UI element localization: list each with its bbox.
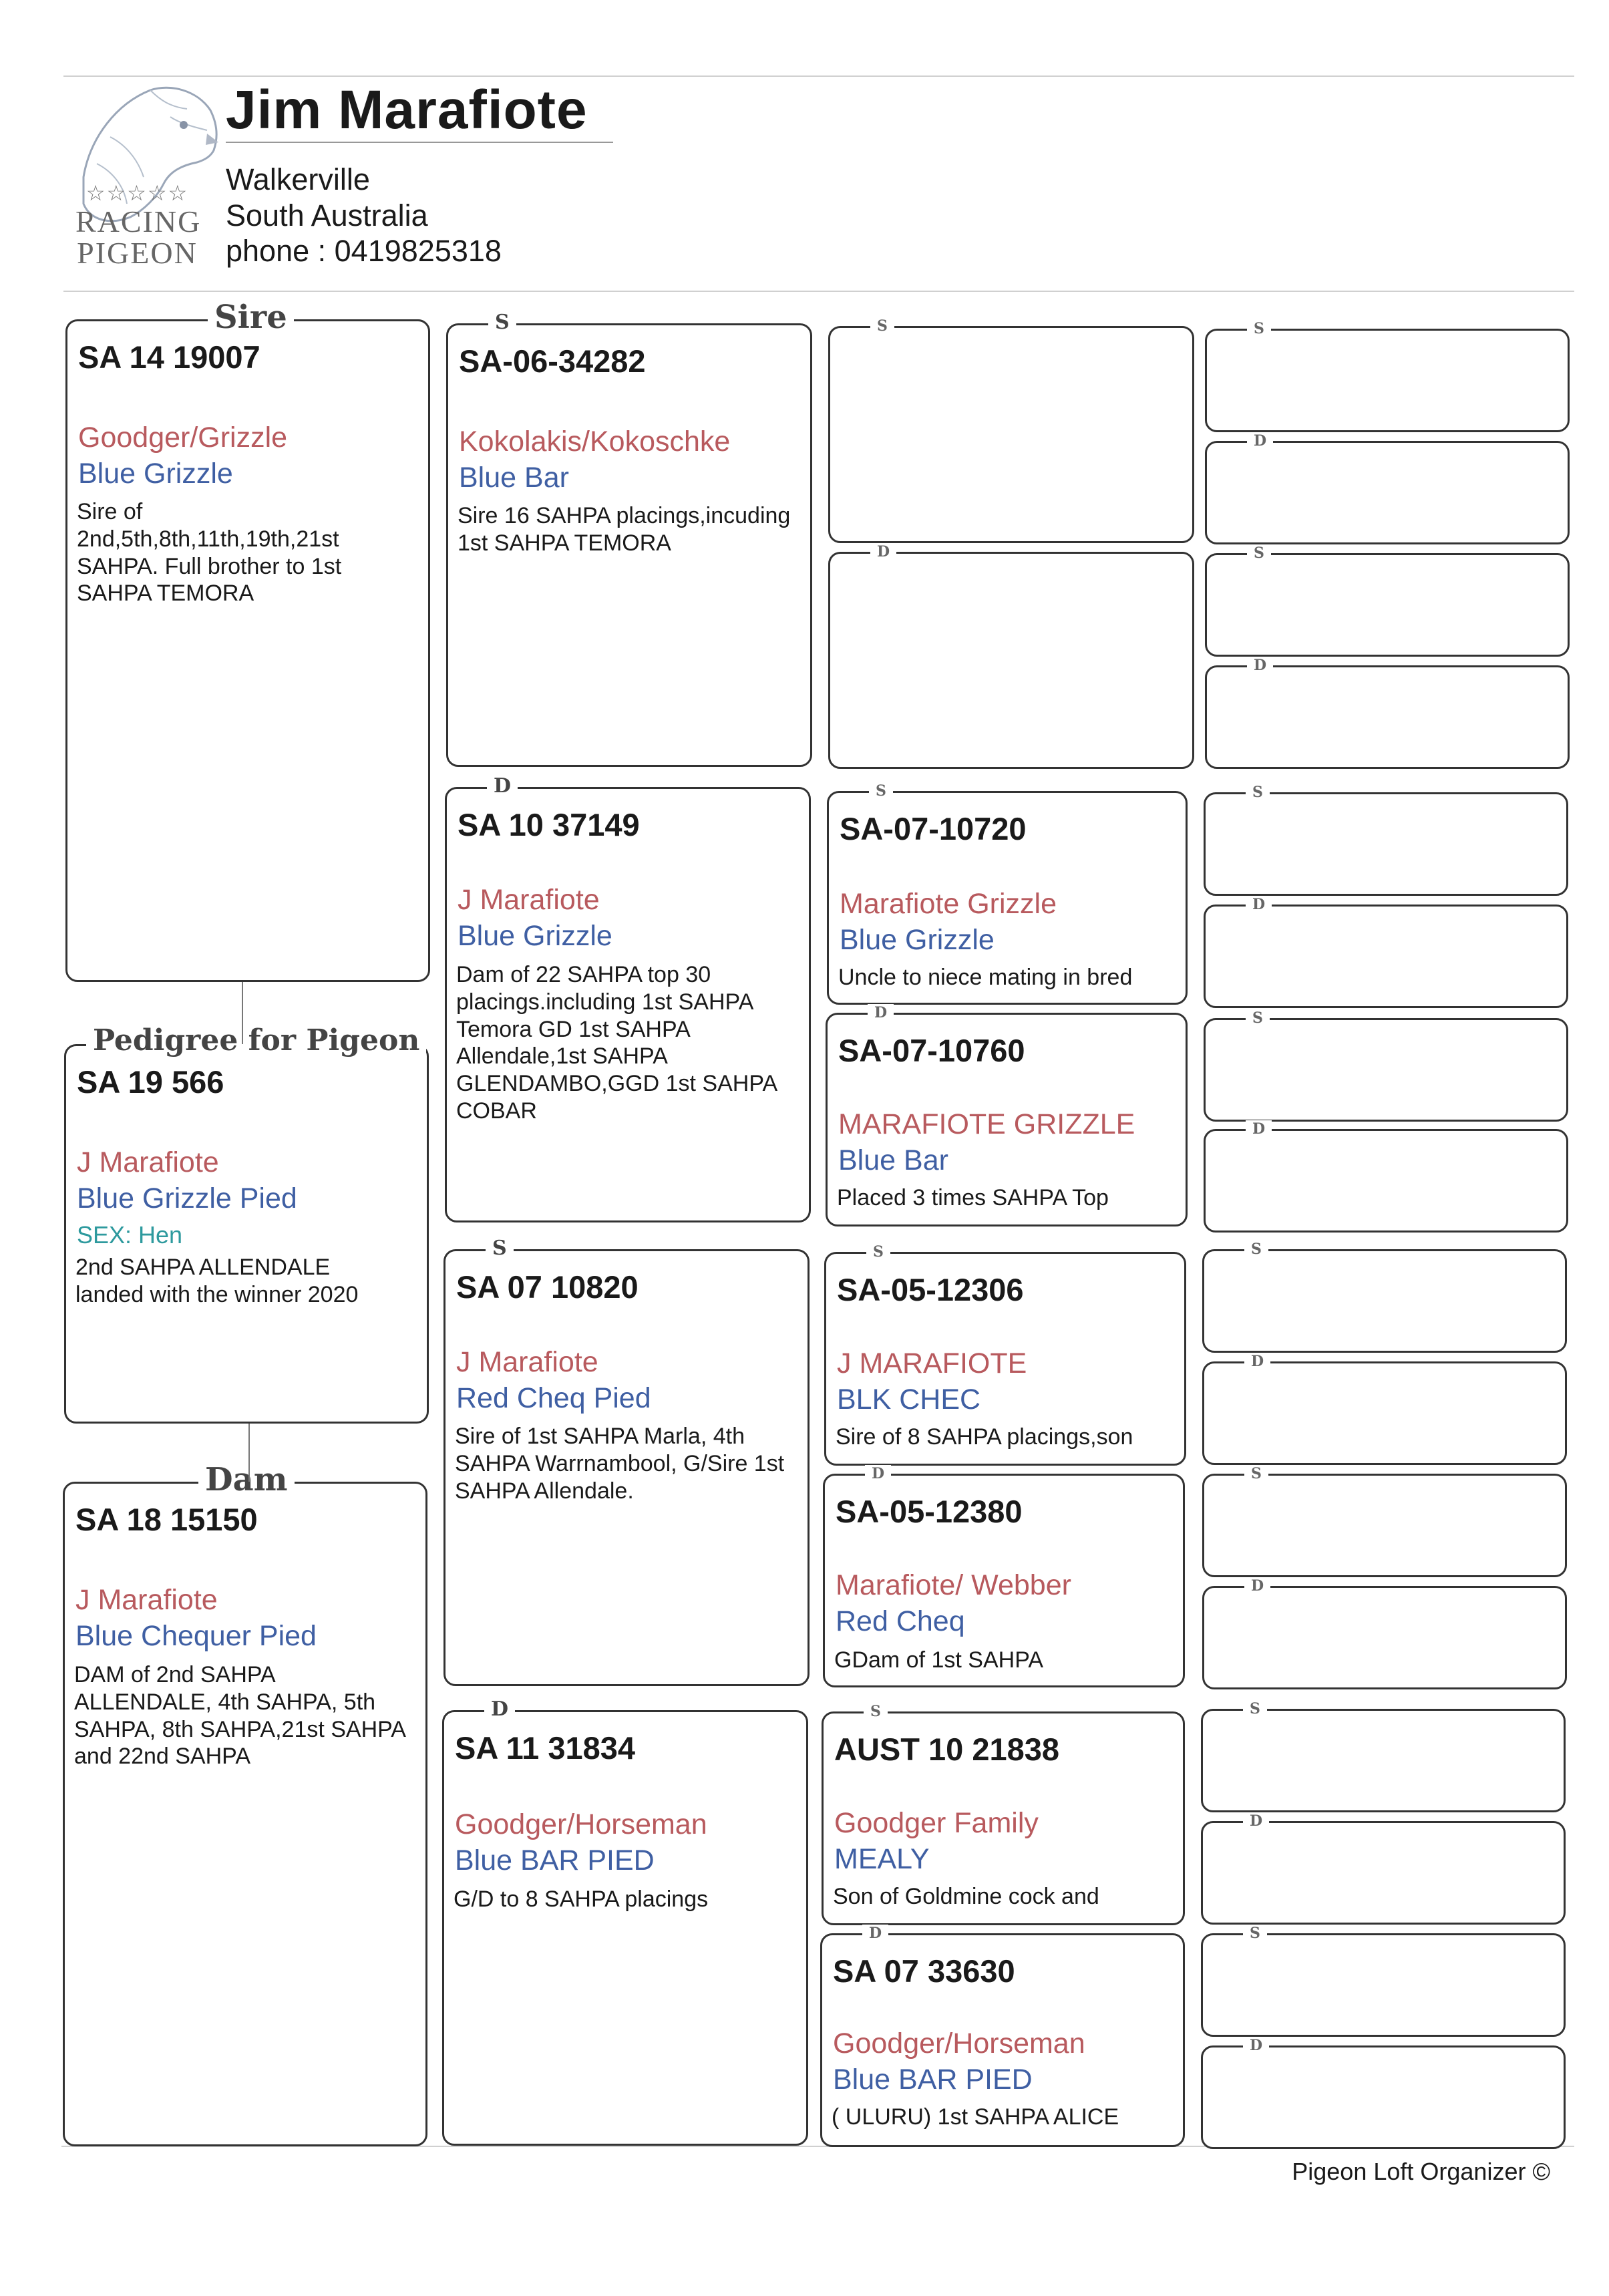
gen3-8-strain: Goodger/Horseman — [833, 2027, 1085, 2060]
gen4-16-label: D — [1243, 2037, 1269, 2054]
gen3-card-6[interactable] — [823, 1465, 1185, 1687]
gen4-card-15[interactable] — [1201, 1925, 1566, 2037]
gen4-card-14[interactable] — [1201, 1812, 1566, 1925]
subject-strain: J Marafiote — [77, 1146, 219, 1178]
gen3-6-label: D — [865, 1465, 891, 1482]
gen4-10-label: D — [1244, 1353, 1270, 1370]
sire-sire-label: S — [488, 311, 516, 334]
dam-card[interactable] — [63, 1461, 427, 2146]
subject-ring-number: SA 19 566 — [77, 1064, 224, 1100]
dam-label: Dam — [198, 1461, 295, 1498]
sire-label: Sire — [208, 299, 294, 336]
gen3-7-strain: Goodger Family — [834, 1807, 1039, 1839]
logo-racing: RACING — [75, 204, 202, 238]
gen3-7-label: S — [864, 1703, 888, 1720]
dam-sire-ring-number: SA 07 10820 — [456, 1269, 639, 1305]
gen3-7-notes: Son of Goldmine cock and — [833, 1884, 1099, 1909]
dam-notes: DAM of 2nd SAHPA ALLENDALE, 4th SAHPA, 5th SAHPA, 8th SAHPA,21st SAHPA and 22nd SAHPA — [74, 1662, 405, 1770]
gen4-card-3[interactable] — [1205, 544, 1570, 657]
gen4-card-9[interactable] — [1202, 1241, 1567, 1353]
gen3-4-strain: MARAFIOTE GRIZZLE — [838, 1108, 1135, 1140]
gen3-3-strain: Marafiote Grizzle — [840, 888, 1057, 920]
connector-sire-subject — [242, 982, 243, 1044]
sire-dam-label: D — [487, 774, 518, 798]
gen3-5-ring-number: SA-05-12306 — [837, 1272, 1024, 1307]
subject-sex: SEX: Hen — [77, 1221, 183, 1249]
dam-dam-label: D — [484, 1697, 515, 1721]
gen3-7-color: MEALY — [834, 1843, 930, 1875]
dam-strain: J Marafiote — [75, 1584, 218, 1616]
dam-dam-color: Blue BAR PIED — [455, 1844, 655, 1876]
address-line-2: South Australia — [226, 198, 428, 232]
sire-dam-color: Blue Grizzle — [458, 920, 612, 952]
dam-sire-strain: J Marafiote — [456, 1346, 598, 1378]
gen4-13-label: S — [1243, 1700, 1267, 1717]
subject-card[interactable] — [64, 1023, 429, 1424]
gen4-11-label: S — [1244, 1465, 1268, 1482]
gen3-1-label: S — [870, 317, 894, 335]
gen4-14-label: D — [1243, 1812, 1269, 1830]
gen3-8-color: Blue BAR PIED — [833, 2064, 1033, 2096]
pedigree-for-label: Pedigree for Pigeon — [86, 1023, 426, 1057]
sire-ring-number: SA 14 19007 — [78, 339, 260, 375]
gen4-3-label: S — [1247, 544, 1271, 562]
gen3-card-8[interactable] — [820, 1925, 1185, 2147]
logo-pigeon: PIGEON — [77, 236, 198, 270]
gen3-card-7[interactable] — [822, 1703, 1185, 1925]
gen4-card-11[interactable] — [1202, 1465, 1567, 1577]
gen4-9-label: S — [1244, 1241, 1268, 1258]
gen3-5-strain: J MARAFIOTE — [837, 1347, 1027, 1379]
gen3-card-5[interactable] — [824, 1243, 1186, 1466]
gen3-card-1[interactable] — [828, 317, 1194, 543]
sire-card[interactable] — [65, 299, 430, 982]
gen4-2-label: D — [1247, 432, 1273, 450]
connector-subject-dam — [248, 1424, 250, 1482]
gen4-4-label: D — [1247, 657, 1273, 674]
subject-notes: 2nd SAHPA ALLENDALE landed with the winner 2020 — [75, 1255, 359, 1307]
gen4-5-label: S — [1246, 784, 1270, 801]
gen3-7-ring-number: AUST 10 21838 — [834, 1732, 1060, 1767]
name-underline — [226, 142, 613, 143]
gen4-card-1[interactable] — [1205, 320, 1570, 432]
sire-strain: Goodger/Grizzle — [78, 422, 288, 454]
gen3-2-label: D — [870, 543, 896, 560]
dam-sire-label: S — [486, 1237, 514, 1260]
gen3-8-label: D — [862, 1925, 888, 1942]
gen4-card-2[interactable] — [1205, 432, 1570, 544]
sire-dam-notes: Dam of 22 SAHPA top 30 placings.including 1st SAHPA Temora GD 1st SAHPA Allendale,1st SAHPA GLENDAMBO,GGD 1st SAHPA COBAR — [456, 962, 777, 1124]
gen3-6-ring-number: SA-05-12380 — [836, 1494, 1023, 1529]
sire-dam-card[interactable] — [445, 774, 811, 1222]
gen4-card-12[interactable] — [1202, 1577, 1567, 1689]
dam-dam-card[interactable] — [442, 1697, 808, 2146]
gen3-6-notes: GDam of 1st SAHPA — [834, 1647, 1044, 1673]
dam-sire-color: Red Cheq Pied — [456, 1382, 651, 1414]
footer-credit: Pigeon Loft Organizer © — [1292, 2158, 1550, 2185]
gen4-15-label: S — [1243, 1925, 1267, 1942]
gen3-3-ring-number: SA-07-10720 — [840, 811, 1027, 846]
sire-sire-strain: Kokolakis/Kokoschke — [459, 426, 731, 458]
dam-color: Blue Chequer Pied — [75, 1620, 317, 1652]
gen3-4-color: Blue Bar — [838, 1144, 948, 1176]
sire-color: Blue Grizzle — [78, 458, 233, 490]
gen3-card-3[interactable] — [827, 782, 1188, 1005]
gen3-4-label: D — [868, 1004, 894, 1021]
gen3-5-label: S — [866, 1243, 890, 1261]
gen3-6-strain: Marafiote/ Webber — [836, 1569, 1071, 1601]
breeder-name: Jim Marafiote — [226, 79, 588, 140]
dam-dam-notes: G/D to 8 SAHPA placings — [454, 1887, 709, 1912]
gen3-3-notes: Uncle to niece mating in bred — [838, 965, 1133, 990]
dam-sire-card[interactable] — [443, 1237, 810, 1686]
gen4-7-label: S — [1246, 1009, 1270, 1027]
gen3-4-notes: Placed 3 times SAHPA Top — [837, 1185, 1109, 1210]
header-bottom-rule — [63, 291, 1574, 292]
gen3-4-ring-number: SA-07-10760 — [838, 1033, 1025, 1068]
gen4-6-label: D — [1246, 896, 1272, 913]
logo-stars: ☆☆☆☆☆ — [85, 181, 189, 205]
sire-sire-card[interactable] — [446, 311, 812, 767]
gen3-5-color: BLK CHEC — [837, 1383, 981, 1416]
gen4-card-4[interactable] — [1205, 657, 1570, 769]
gen3-3-color: Blue Grizzle — [840, 924, 995, 956]
top-rule — [63, 75, 1574, 77]
gen4-card-10[interactable] — [1202, 1353, 1567, 1465]
address-line-1: Walkerville — [226, 162, 370, 196]
gen4-card-8[interactable] — [1204, 1120, 1568, 1233]
sire-dam-ring-number: SA 10 37149 — [458, 807, 640, 842]
sire-notes: Sire of 2nd,5th,8th,11th,19th,21st SAHPA. Full brother to 1st SAHPA TEMORA — [77, 499, 342, 607]
gen4-card-6[interactable] — [1204, 896, 1568, 1008]
gen3-5-notes: Sire of 8 SAHPA placings,son — [836, 1424, 1133, 1450]
gen4-card-5[interactable] — [1204, 784, 1568, 896]
gen3-card-2[interactable] — [828, 543, 1194, 769]
gen4-card-7[interactable] — [1204, 1009, 1568, 1122]
dam-dam-strain: Goodger/Horseman — [455, 1808, 707, 1840]
gen4-8-label: D — [1246, 1120, 1272, 1138]
gen3-card-4[interactable] — [826, 1004, 1188, 1226]
gen3-6-color: Red Cheq — [836, 1605, 965, 1637]
sire-dam-strain: J Marafiote — [458, 884, 600, 916]
dam-sire-notes: Sire of 1st SAHPA Marla, 4th SAHPA Warrnambool, G/Sire 1st SAHPA Allendale. — [455, 1424, 785, 1504]
sire-sire-color: Blue Bar — [459, 462, 569, 494]
dam-dam-ring-number: SA 11 31834 — [455, 1730, 636, 1766]
sire-sire-ring-number: SA-06-34282 — [459, 343, 646, 379]
gen4-card-13[interactable] — [1201, 1700, 1566, 1812]
gen4-1-label: S — [1247, 320, 1271, 337]
phone: phone : 0419825318 — [226, 234, 502, 268]
subject-color: Blue Grizzle Pied — [77, 1182, 297, 1214]
gen4-12-label: D — [1244, 1577, 1270, 1595]
gen4-card-16[interactable] — [1201, 2037, 1566, 2149]
gen3-8-ring-number: SA 07 33630 — [833, 1953, 1015, 1989]
gen3-8-notes: ( ULURU) 1st SAHPA ALICE — [832, 2104, 1119, 2130]
gen3-3-label: S — [869, 782, 893, 800]
dam-ring-number: SA 18 15150 — [75, 1502, 258, 1537]
sire-sire-notes: Sire 16 SAHPA placings,incuding 1st SAHPA TEMORA — [458, 503, 791, 556]
